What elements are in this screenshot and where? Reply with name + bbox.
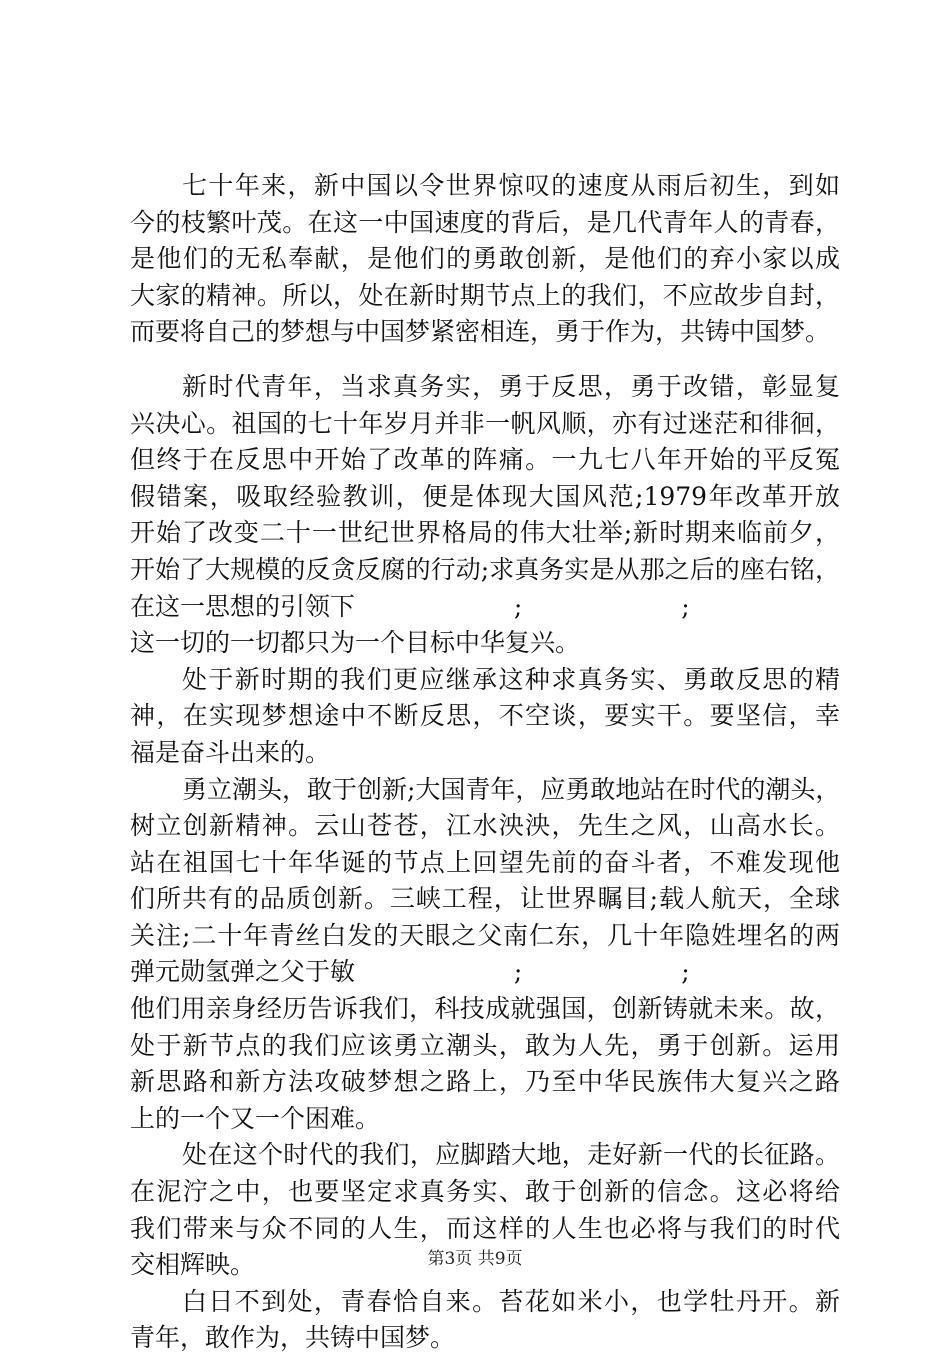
paragraph-line: 开始了大规模的反贪反腐的行动;求真务实是从那之后的座右铭， bbox=[130, 554, 840, 584]
paragraph-line: 勇立潮头，敢于创新;大国青年，应勇敢地站在时代的潮头， bbox=[182, 774, 841, 804]
paragraph-line: 关注;二十年青丝白发的天眼之父南仁东，几十年隐姓埋名的两 bbox=[130, 920, 840, 950]
paragraph-line: 七十年来，新中国以令世界惊叹的速度从雨后初生，到如 bbox=[182, 171, 840, 200]
paragraph-line: 处于新时期的我们更应继承这种求真务实、勇敢反思的精 bbox=[182, 664, 840, 694]
paragraph-line: 这一切的一切都只为一个目标中华复兴。 bbox=[130, 628, 581, 658]
paragraph-line: 树立创新精神。云山苍苍，江水泱泱，先生之风，山高水长。 bbox=[130, 811, 840, 841]
paragraph-line: 白日不到处，青春恰自来。苔花如米小，也学牡丹开。新 bbox=[182, 1286, 840, 1316]
paragraph-line: 站在祖国七十年华诞的节点上回望先前的奋斗者，不难发现他 bbox=[130, 847, 840, 877]
paragraph-line: 青年，敢作为，共铸中国梦。 bbox=[130, 1323, 456, 1353]
document-body bbox=[130, 168, 840, 1357]
paragraph-line: 上的一个又一个困难。 bbox=[130, 1103, 381, 1133]
paragraph-line: 在泥泞之中，也要坚定求真务实、敢于创新的信念。这必将给 bbox=[130, 1177, 840, 1207]
paragraph-line: 兴决心。祖国的七十年岁月并非一帆风顺，亦有过迷茫和徘徊， bbox=[130, 408, 840, 438]
paragraph-line: 神，在实现梦想途中不断反思，不空谈，要实干。要坚信，幸 bbox=[130, 701, 840, 731]
paragraph-line: 们所共有的品质创新。三峡工程，让世界瞩目;载人航天，全球 bbox=[130, 884, 840, 914]
paragraph-line: 我们带来与众不同的人生，而这样的人生也必将与我们的时代 bbox=[130, 1213, 840, 1243]
paragraph-line: 而要将自己的梦想与中国梦紧密相连，勇于作为，共铸中国梦。 bbox=[130, 317, 831, 347]
paragraph-line: 新时代青年，当求真务实，勇于反思，勇于改错，彰显复 bbox=[182, 371, 840, 401]
paragraph-gap bbox=[130, 351, 840, 369]
paragraph-line: 今的枝繁叶茂。在这一中国速度的背后，是几代青年人的青春， bbox=[130, 207, 840, 237]
paragraph-line: 弹元勋氢弹之父于敏 ; ; bbox=[130, 957, 690, 987]
page-number-footer: 第3页 共9页 bbox=[427, 1249, 523, 1269]
paragraph-line: 开始了改变二十一世纪世界格局的伟大壮举;新时期来临前夕， bbox=[130, 518, 840, 548]
paragraph-line: 处于新节点的我们应该勇立潮头，敢为人先，勇于创新。运用 bbox=[130, 1030, 840, 1060]
paragraph-line: 但终于在反思中开始了改革的阵痛。一九七八年开始的平反冤 bbox=[130, 445, 840, 475]
paragraph-line: 大家的精神。所以，处在新时期节点上的我们，不应故步自封， bbox=[130, 280, 840, 310]
paragraph-line: 交相辉映。 bbox=[130, 1250, 256, 1280]
paragraph-line: 他们用亲身经历告诉我们，科技成就强国，创新铸就未来。故， bbox=[130, 994, 840, 1024]
paragraph-line: 新思路和新方法攻破梦想之路上，乃至中华民族伟大复兴之路 bbox=[130, 1067, 840, 1097]
paragraph-line: 假错案，吸取经验教训，便是体现大国风范;1979年改革开放 bbox=[130, 481, 840, 511]
paragraph-line: 在这一思想的引领下 ; ; bbox=[130, 591, 690, 621]
paragraph-line: 福是奋斗出来的。 bbox=[130, 737, 331, 767]
paragraph-line: 处在这个时代的我们，应脚踏大地，走好新一代的长征路。 bbox=[182, 1140, 840, 1170]
paragraph-line: 是他们的无私奉献，是他们的勇敢创新，是他们的弃小家以成 bbox=[130, 244, 840, 274]
